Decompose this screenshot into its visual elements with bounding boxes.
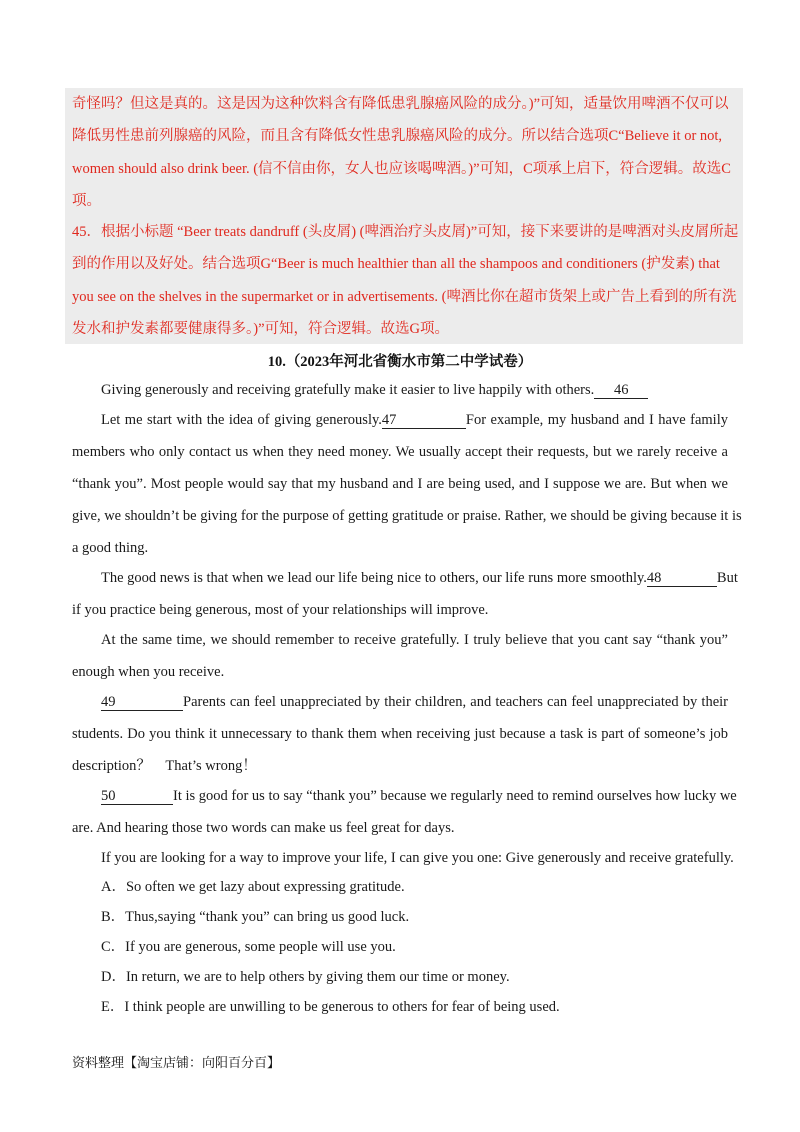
passage-line: enough when you receive. xyxy=(72,664,225,680)
passage-line xyxy=(101,692,728,712)
option-c: C．If you are generous, some people will use you. xyxy=(101,939,396,955)
passage-line: “thank you”. Most people would say that my husband and I are being used, and I suppose we are. But when we xyxy=(72,476,728,492)
passage-text: It is good for us to say “thank you” because we regularly need to remind ourselves how lucky we xyxy=(173,788,737,804)
passage-text: Giving generously and receiving gratefully make it easier to live happily with others. xyxy=(101,382,595,398)
blank-48[interactable]: 48 xyxy=(647,570,717,587)
passage-text: Parents can feel unappreciated by their children, and teachers can feel unappreciated by their xyxy=(183,694,728,710)
blank-46[interactable]: 46 xyxy=(594,382,648,399)
passage-line xyxy=(101,410,728,430)
passage-line: if you practice being generous, most of your relationships will improve. xyxy=(72,602,489,618)
passage-line: description？ That’s wrong！ xyxy=(72,758,257,774)
footer-source: 资料整理【淘宝店铺：向阳百分百】 xyxy=(72,1056,281,1071)
blank-47[interactable]: 47 xyxy=(382,412,466,429)
passage-line: At the same time, we should remember to receive gratefully. I truly believe that you cant say “thank you” xyxy=(101,632,728,648)
blank-50[interactable]: 50 xyxy=(101,788,173,805)
passage-text: But xyxy=(716,570,738,586)
explanation-line: 降低男性患前列腺癌的风险，而且含有降低女性患乳腺癌风险的成分。所以结合选项C“Believe it or not, xyxy=(72,128,723,144)
option-a: A．So often we get lazy about expressing gratitude. xyxy=(101,879,405,895)
passage-line xyxy=(101,786,737,806)
passage-text: Let me start with the idea of giving generously. xyxy=(101,412,382,428)
option-d: D．In return, we are to help others by giving them our time or money. xyxy=(101,969,510,985)
explanation-line: 到的作用以及好处。结合选项G“Beer is much healthier than all the shampoos and conditioners (护发素) that xyxy=(72,256,720,272)
passage-line xyxy=(101,568,738,588)
passage-line: If you are looking for a way to improve your life, I can give you one: Give generously and receive gratefully. xyxy=(101,850,734,866)
section-title: 10.（2023年河北省衡水市第二中学试卷） xyxy=(267,354,533,370)
blank-49[interactable]: 49 xyxy=(101,694,183,711)
passage-line: students. Do you think it unnecessary to thank them when receiving just because a task is part of someone’s job xyxy=(72,726,728,742)
passage-line: are. And hearing those two words can make us feel great for days. xyxy=(72,820,455,836)
option-b: B．Thus,saying “thank you” can bring us good luck. xyxy=(101,909,410,925)
passage-line xyxy=(101,380,728,400)
explanation-line: 45．根据小标题 “Beer treats dandruff (头皮屑) (啤酒治疗头皮屑)”可知，接下来要讲的是啤酒对头皮屑所起 xyxy=(72,224,739,240)
passage-line: members who only contact us when they need money. We usually accept their requests, but we rarely receive a xyxy=(72,444,728,460)
passage-line: give, we shouldn’t be giving for the purpose of getting gratitude or praise. Rather, we should be giving because it is xyxy=(72,508,742,524)
passage-text: The good news is that when we lead our life being nice to others, our life runs more smoothly. xyxy=(101,570,647,586)
option-e: E．I think people are unwilling to be generous to others for fear of being used. xyxy=(101,999,560,1015)
explanation-line: 项。 xyxy=(72,193,101,209)
explanation-line: 发水和护发素都要健康得多。)”可知，符合逻辑。故选G项。 xyxy=(72,321,449,337)
passage-text: For example, my husband and I have family xyxy=(465,412,728,428)
explanation-line: 奇怪吗？但这是真的。这是因为这种饮料含有降低患乳腺癌风险的成分。)”可知，适量饮用啤酒不仅可以 xyxy=(72,96,729,112)
explanation-line: you see on the shelves in the supermarket or in advertisements. (啤酒比你在超市货架上或广告上看到的所有洗 xyxy=(72,289,737,305)
explanation-line: women should also drink beer. (信不信由你，女人也应该喝啤酒。)”可知，C项承上启下，符合逻辑。故选C xyxy=(72,161,731,177)
passage-line: a good thing. xyxy=(72,540,149,556)
